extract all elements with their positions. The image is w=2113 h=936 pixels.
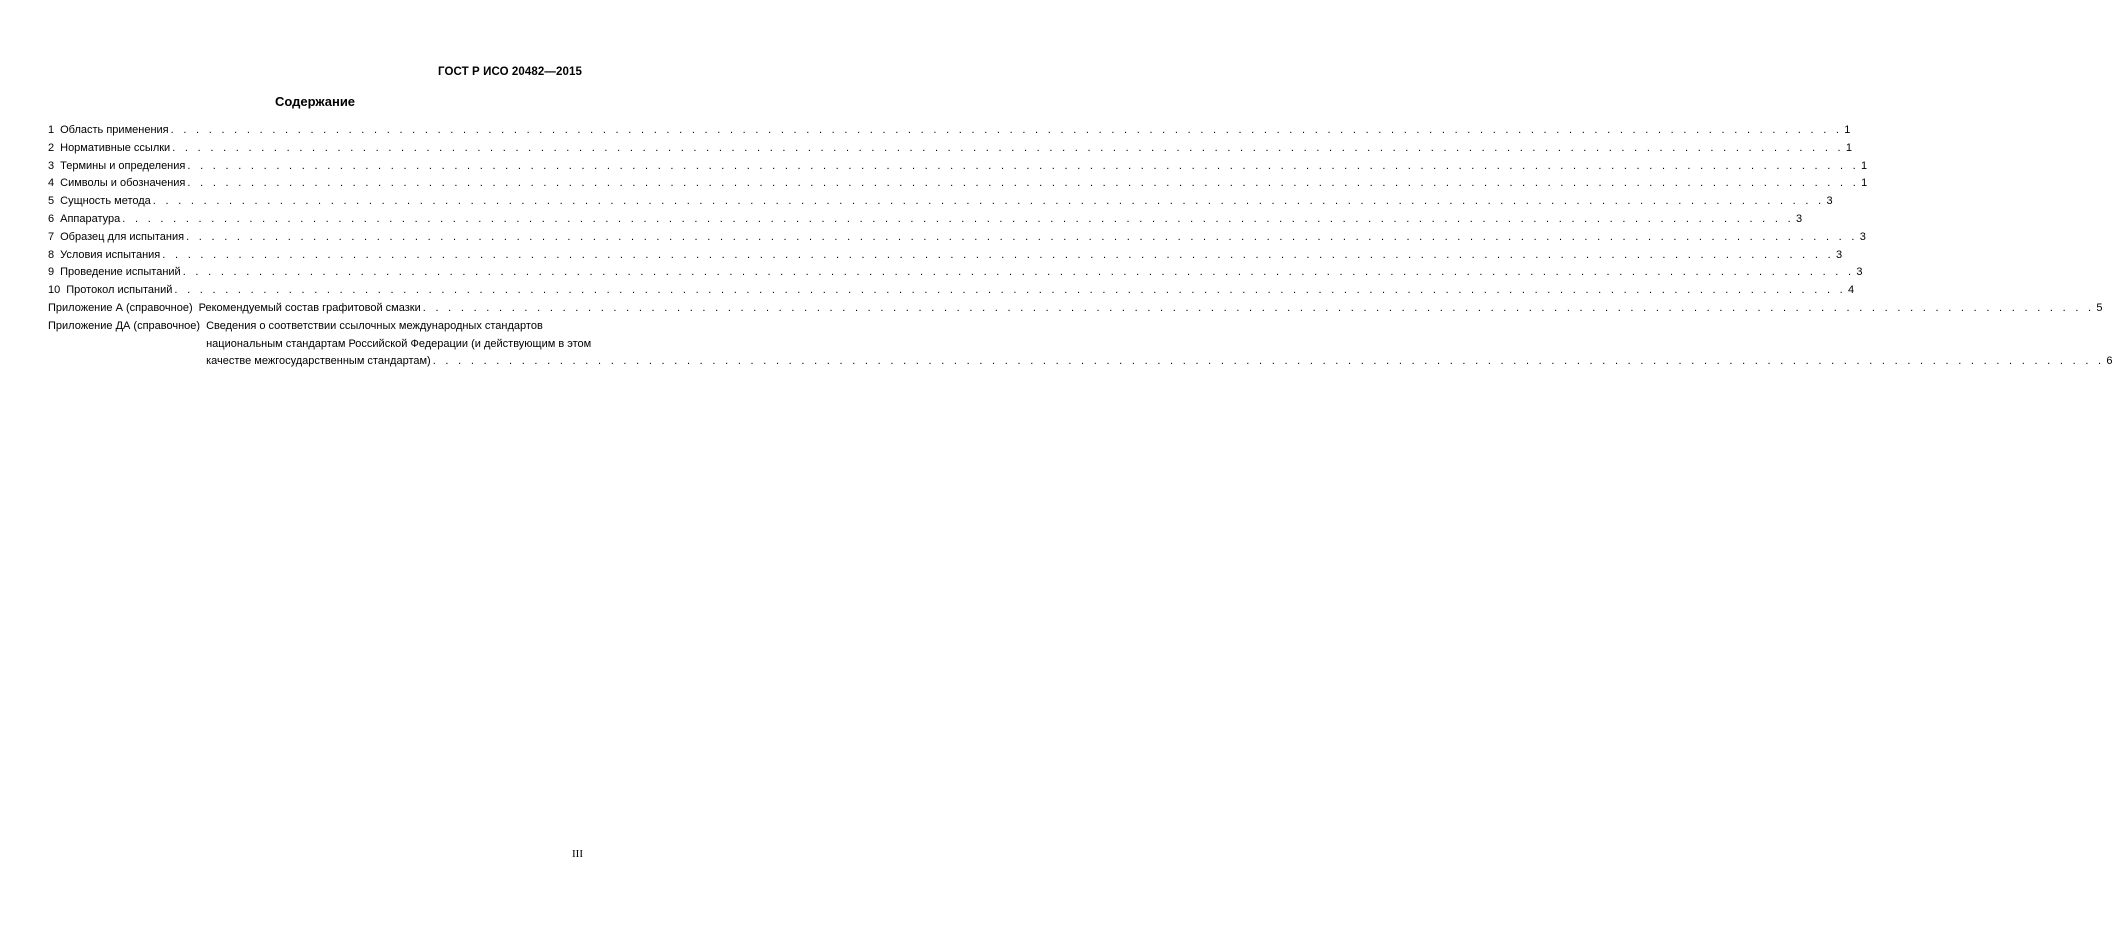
appendix-da-title-line-1: Сведения о соответствии ссылочных международных стандартов	[206, 319, 543, 332]
toc-item-number: 7	[48, 230, 55, 243]
toc-item[interactable]	[48, 158, 1868, 176]
toc-dot-leader	[153, 193, 1825, 211]
toc-item-title: Нормативные ссылки	[60, 141, 171, 154]
appendix-da-label: Приложение ДА (справочное)	[48, 319, 201, 332]
toc-item-page: 1	[1861, 177, 1868, 190]
toc-dot-leader	[183, 264, 1855, 282]
toc-item-number: 3	[48, 159, 55, 172]
appendix-da-title-line-3: качестве межгосударственным стандартам)	[206, 355, 431, 368]
standard-id-header: ГОСТ Р ИСО 20482—2015	[437, 66, 582, 78]
toc-item-title: Образец для испытания	[60, 230, 185, 243]
toc-dot-leader	[433, 353, 2105, 371]
toc-item-title: Сущность метода	[60, 195, 151, 208]
toc-item-page: 4	[1848, 284, 1855, 297]
toc-item-number: 1	[48, 124, 55, 136]
appendix-da-page: 6	[2106, 355, 2113, 368]
toc-item[interactable]	[48, 140, 1853, 158]
toc-item-title: Символы и обозначения	[60, 177, 186, 190]
toc-item-page: 1	[1861, 159, 1868, 172]
table-of-contents	[48, 122, 2113, 371]
toc-item-page: 3	[1835, 248, 1843, 261]
appendix-da-title-last-line	[206, 353, 2112, 371]
toc-dot-leader	[187, 175, 1859, 193]
toc-item[interactable]	[48, 264, 1863, 282]
toc-item-number: 4	[48, 177, 55, 190]
toc-dot-leader	[162, 247, 1834, 265]
toc-item[interactable]	[48, 282, 1855, 300]
toc-title: Содержание	[274, 94, 356, 109]
toc-item[interactable]	[48, 175, 1868, 193]
page-number: III	[572, 848, 583, 860]
appendix-da-title-block	[206, 318, 2112, 371]
toc-item-title: Область применения	[60, 124, 169, 136]
toc-item[interactable]	[48, 193, 1833, 211]
toc-item-title: Проведение испытаний	[60, 266, 181, 279]
toc-dot-leader	[187, 158, 1859, 176]
toc-item-page: 1	[1844, 124, 1851, 136]
toc-item-title: Протокол испытаний	[66, 284, 173, 297]
appendix-a-title: Рекомендуемый состав графитовой смазки	[198, 301, 421, 314]
toc-item-title: Аппаратура	[60, 212, 121, 225]
toc-dot-leader	[122, 211, 1794, 229]
appendix-a-page: 5	[2096, 301, 2103, 314]
appendix-a-label: Приложение А (справочное)	[48, 301, 193, 314]
toc-item-number: 2	[48, 141, 55, 154]
toc-item[interactable]	[48, 211, 1803, 229]
toc-item[interactable]	[48, 122, 1851, 140]
toc-item-page: 3	[1795, 212, 1803, 225]
toc-item-page: 3	[1859, 230, 1866, 243]
toc-dot-leader	[186, 229, 1858, 247]
toc-item-page: 3	[1856, 266, 1863, 279]
toc-appendix-da[interactable]	[48, 318, 2113, 371]
toc-item-page: 1	[1845, 141, 1853, 154]
toc-item-title: Условия испытания	[60, 248, 161, 261]
toc-item-number: 8	[48, 248, 55, 261]
toc-item[interactable]	[48, 229, 1866, 247]
toc-item-number: 10	[48, 284, 61, 297]
toc-dot-leader	[174, 282, 1846, 300]
toc-item-number: 5	[48, 195, 55, 208]
toc-item-number: 6	[48, 212, 55, 225]
toc-item[interactable]	[48, 247, 1843, 265]
toc-dot-leader	[423, 300, 2095, 318]
appendix-da-title-line-2: национальным стандартам Российской Федерации (и действующим в этом	[206, 337, 592, 350]
toc-item-number: 9	[48, 266, 55, 279]
toc-appendix-a[interactable]	[48, 300, 2103, 318]
toc-item-title: Термины и определения	[60, 159, 186, 172]
toc-dot-leader	[172, 140, 1844, 158]
toc-dot-leader	[171, 122, 1843, 140]
toc-item-page: 3	[1826, 195, 1833, 208]
